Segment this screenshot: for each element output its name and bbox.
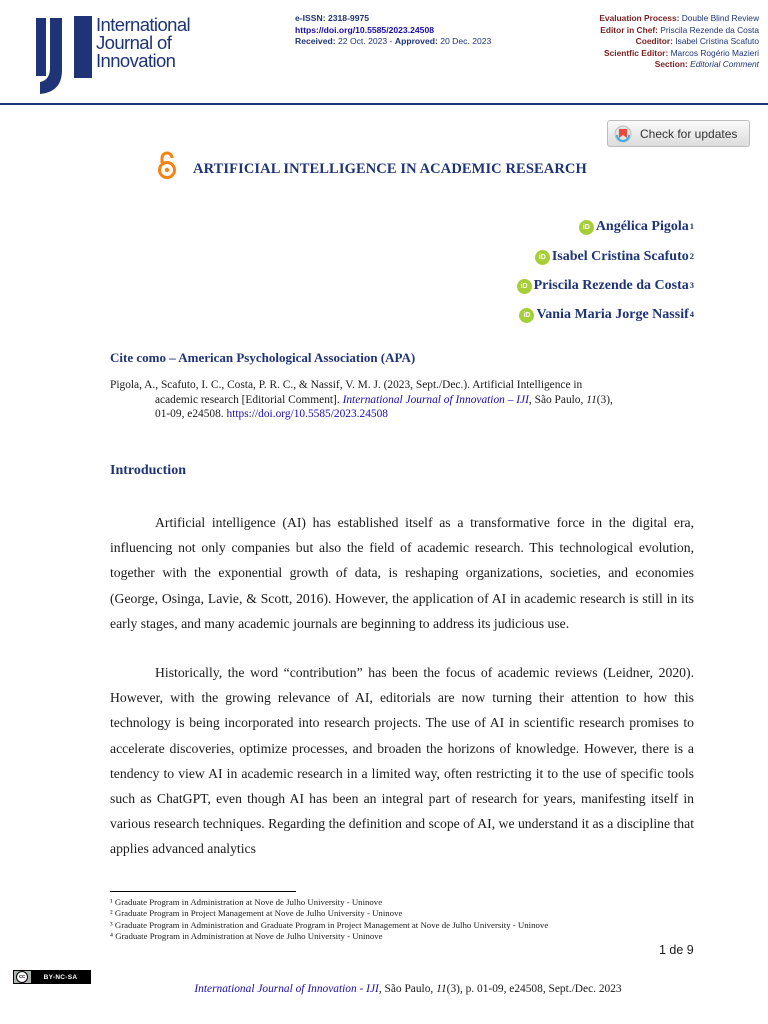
footer-issue-info: (3), p. 01-09, e24508, Sept./Dec. 2023 — [446, 983, 622, 995]
section-heading: Introduction — [110, 463, 186, 478]
approved-date: 20 Dec. 2023 — [440, 36, 492, 47]
citation-segment: 01-09, e24508. — [155, 408, 224, 421]
journal-name-line: Innovation — [96, 50, 176, 71]
received-label: Received: — [295, 36, 336, 47]
paragraph-text: Artificial intelligence (AI) has established itself as a transformative force in the digital era, influencing not only companies but also the field of academic research. This technological evolution, together with the exponential growth of data, is reshaping organizations, societies, and economies (George, Osinga, Lavie, & Scott, 2016). However, the application of AI in academic research is still in its early stages, and many academic journals are beginning to address its judicious use. — [110, 515, 694, 631]
citation-segment: (3), — [596, 393, 613, 406]
journal-link[interactable]: International Journal of Innovation — [342, 393, 505, 406]
footnote: ³ Graduate Program in Administration and Graduate Program in Project Management at Nove de Julho University - Uninove — [110, 919, 549, 930]
citation-segment: academic research [Editorial Comment]. — [155, 393, 340, 406]
approved-label: Approved: — [394, 36, 438, 47]
publication-info: e-ISSN: 2318-9975 https://doi.org/10.5585/2023.24508 Received: 22 Oct. 2023 - Approved: 20 Dec. 2023 — [295, 13, 492, 47]
issn: e-ISSN: 2318-9975 — [295, 13, 370, 23]
author-1[interactable] — [579, 219, 694, 235]
author-affiliation-mark: 2 — [689, 251, 694, 261]
open-access-icon — [156, 150, 178, 180]
author-4[interactable] — [519, 307, 694, 323]
license-label: BY-NC-SA — [31, 971, 90, 983]
check-for-updates-label: Check for updates — [640, 126, 738, 141]
iji-logo-icon — [36, 16, 94, 96]
page-footer — [0, 983, 768, 995]
doi-link[interactable]: https://doi.org/10.5585/2023.24508 — [295, 24, 434, 35]
author-affiliation-mark: 1 — [689, 221, 694, 231]
review-value: Editorial Comment — [690, 59, 759, 70]
citation-doi-link[interactable]: https://doi.org/10.5585/2023.24508 — [226, 408, 388, 421]
citation-text — [110, 378, 662, 422]
cc-license-badge[interactable] — [13, 970, 91, 984]
cc-icon: cc — [16, 971, 28, 983]
orcid-icon[interactable]: iD — [535, 250, 550, 265]
footer-journal-name: International Journal of Innovation - IJI — [194, 983, 379, 995]
paragraph — [110, 660, 694, 862]
received-date: 22 Oct. 2023 — [338, 36, 388, 47]
footer-city: , São Paulo, — [378, 983, 434, 995]
page-number: 1 de 9 — [659, 943, 694, 957]
paragraph — [110, 510, 694, 636]
citation-line: Pigola, A., Scafuto, I. C., Costa, P. R. C., & Nassif, V. M. J. (2023, Sept./Dec.). Artificial Intelligence in — [110, 379, 583, 391]
citation-segment: – IJI — [504, 393, 529, 406]
paragraph-text: Historically, the word “contribution” has been the focus of academic reviews (Leidner, 2020). However, with the growing relevance of AI, editorials are now turning their attention to how this technology is being incorporated into research projects. The use of AI in scientific research promises to accelerate discoveries, optimize processes, and broaden the horizons of knowledge. However, there is a tendency to view AI in academic research in a limited way, often restricting it to the use of specific tools such as ChatGPT, even though AI has been an integral part of research for years, manifesting itself in various research techniques. Regarding the definition and scope of AI, we understand it as a discipline that applies advanced analytics — [110, 665, 694, 857]
footer-volume: 11 — [436, 983, 447, 995]
footnote: ¹ Graduate Program in Administration at Nove de Julho University - Uninove — [110, 897, 383, 907]
footnotes — [110, 897, 548, 943]
journal-logo — [36, 14, 206, 96]
review-value: Priscila Rezende da Costa — [660, 24, 759, 35]
citation-volume: 11 — [586, 393, 597, 406]
journal-name-line: Journal of — [96, 32, 172, 53]
review-info — [599, 13, 759, 71]
author-name: Angélica Pigola — [595, 219, 689, 234]
check-for-updates-button[interactable] — [607, 120, 750, 147]
orcid-icon[interactable]: iD — [517, 279, 532, 294]
footnote: ⁴ Graduate Program in Administration at Nove de Julho University - Uninove — [110, 931, 383, 942]
author-affiliation-mark: 4 — [689, 309, 694, 319]
journal-name — [96, 16, 190, 70]
citation-segment: , São Paulo, — [528, 393, 584, 406]
author-2[interactable] — [535, 249, 694, 265]
citation-continuation — [110, 393, 662, 422]
review-label: Scientfic Editor: — [604, 47, 669, 58]
article-title: ARTIFICIAL INTELLIGENCE IN ACADEMIC RESEARCH — [193, 161, 587, 177]
review-label: Section: — [654, 59, 688, 70]
review-value: Marcos Rogério Mazieri — [670, 47, 759, 58]
author-name: Isabel Cristina Scafuto — [551, 249, 689, 264]
orcid-icon[interactable]: iD — [579, 220, 594, 235]
orcid-icon[interactable]: iD — [519, 308, 534, 323]
review-label: Coeditor: — [635, 36, 673, 47]
crossmark-icon — [614, 125, 632, 143]
author-name: Priscila Rezende da Costa — [533, 278, 689, 293]
author-3[interactable] — [517, 278, 694, 294]
author-affiliation-mark: 3 — [689, 280, 694, 290]
review-value: Double Blind Review — [681, 13, 759, 23]
citation-heading: Cite como – American Psychological Association (APA) — [110, 350, 416, 365]
header-divider — [0, 103, 768, 105]
review-label: Evaluation Process: — [599, 13, 680, 23]
review-label: Editor in Chef: — [600, 24, 658, 35]
review-value: Isabel Cristina Scafuto — [675, 36, 759, 47]
author-name: Vania Maria Jorge Nassif — [536, 307, 689, 322]
journal-name-line: International — [96, 14, 191, 35]
footnote: ² Graduate Program in Project Management at Nove de Julho University - Uninove — [110, 908, 403, 919]
footnote-divider — [110, 891, 296, 892]
